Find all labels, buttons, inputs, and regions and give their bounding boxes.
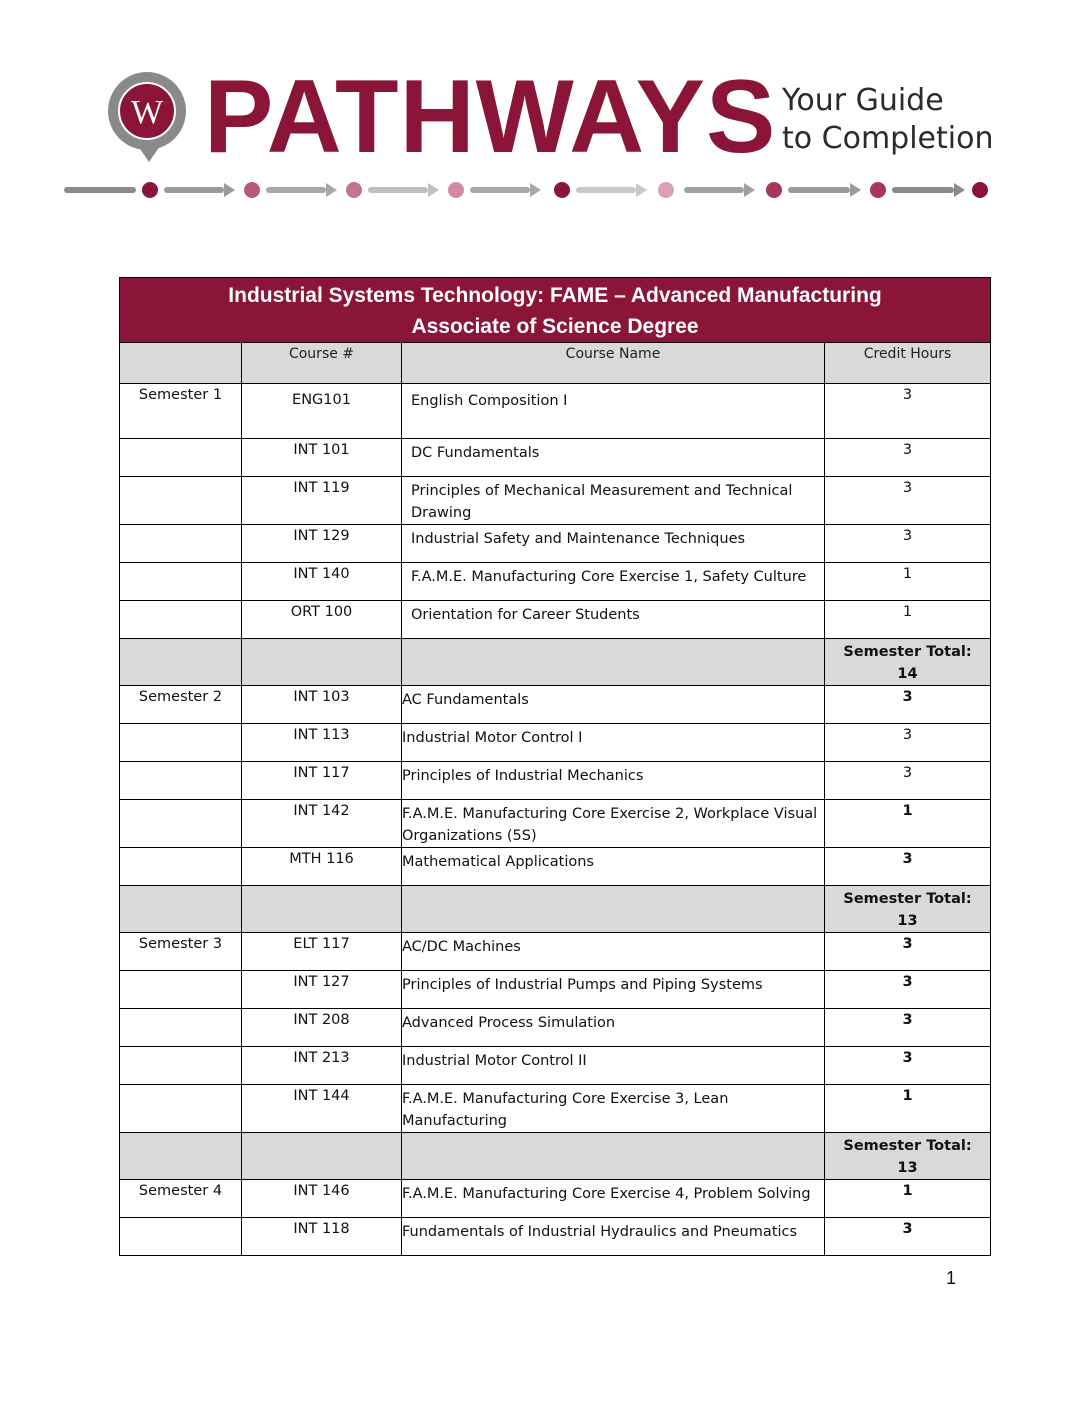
course-code: INT 142 <box>242 800 402 848</box>
track-dot <box>554 182 570 198</box>
course-code: INT 144 <box>242 1085 402 1133</box>
credit-hours: 3 <box>825 1047 991 1085</box>
track-segment <box>164 187 224 193</box>
semester-total-label: Semester Total: <box>843 1138 972 1154</box>
credit-hours: 3 <box>825 933 991 971</box>
pin-tail <box>138 146 160 162</box>
credit-hours: 3 <box>825 525 991 563</box>
semester-total-value: 13 <box>897 913 918 929</box>
location-pin-icon <box>108 72 186 150</box>
course-code: ELT 117 <box>242 933 402 971</box>
credit-hours: 3 <box>825 762 991 800</box>
tagline <box>782 82 993 158</box>
course-code: MTH 116 <box>242 848 402 886</box>
track-dot <box>244 182 260 198</box>
course-code: INT 208 <box>242 1009 402 1047</box>
course-name: F.A.M.E. Manufacturing Core Exercise 2, Workplace Visual Organizations (5S) <box>402 800 825 848</box>
table-row <box>120 1085 991 1133</box>
header-credit-hours: Credit Hours <box>825 343 991 384</box>
course-name: Principles of Mechanical Measurement and Technical Drawing <box>402 477 825 525</box>
semester-total <box>825 886 991 933</box>
course-code: INT 146 <box>242 1180 402 1218</box>
arrow-icon <box>636 183 647 197</box>
course-name: Orientation for Career Students <box>402 601 825 639</box>
tagline-line2: to Completion <box>782 121 994 156</box>
semester-label: Semester 3 <box>120 933 242 971</box>
table-row <box>120 439 991 477</box>
arrow-icon <box>744 183 755 197</box>
table-row <box>120 1180 991 1218</box>
track-dot <box>346 182 362 198</box>
semester-label: Semester 2 <box>120 686 242 724</box>
table-row <box>120 800 991 848</box>
course-name: F.A.M.E. Manufacturing Core Exercise 3, Lean Manufacturing <box>402 1085 825 1133</box>
course-code: INT 101 <box>242 439 402 477</box>
table-row <box>120 686 991 724</box>
track-dot <box>972 182 988 198</box>
column-header-row <box>120 343 991 384</box>
track-segment <box>684 187 744 193</box>
table-row <box>120 1047 991 1085</box>
course-name: Industrial Motor Control I <box>402 724 825 762</box>
semester-total-label: Semester Total: <box>843 644 972 660</box>
table-row <box>120 1218 991 1256</box>
semester-total <box>825 1133 991 1180</box>
semester-total-value: 13 <box>897 1160 918 1176</box>
table-row <box>120 601 991 639</box>
course-name: Principles of Industrial Mechanics <box>402 762 825 800</box>
semester-total <box>825 639 991 686</box>
course-name: Industrial Safety and Maintenance Techniques <box>402 525 825 563</box>
table-row <box>120 724 991 762</box>
arrow-icon <box>326 183 337 197</box>
course-code: INT 113 <box>242 724 402 762</box>
header-course-name: Course Name <box>402 343 825 384</box>
credit-hours: 3 <box>825 724 991 762</box>
semester-total-row <box>120 886 991 933</box>
course-code: ORT 100 <box>242 601 402 639</box>
tagline-line1: Your Guide <box>782 83 944 118</box>
table-row <box>120 971 991 1009</box>
track-dot <box>142 182 158 198</box>
table-row <box>120 848 991 886</box>
table-row <box>120 477 991 525</box>
track-dot <box>766 182 782 198</box>
pathway-track <box>60 178 1000 202</box>
credit-hours: 3 <box>825 1218 991 1256</box>
arrow-icon <box>530 183 541 197</box>
track-segment <box>892 187 954 193</box>
course-name: Advanced Process Simulation <box>402 1009 825 1047</box>
header-course-number: Course # <box>242 343 402 384</box>
table-row <box>120 525 991 563</box>
table-row <box>120 933 991 971</box>
semester-total-label: Semester Total: <box>843 891 972 907</box>
course-code: INT 119 <box>242 477 402 525</box>
semester-total-row <box>120 639 991 686</box>
course-name: DC Fundamentals <box>402 439 825 477</box>
course-name: English Composition I <box>402 384 825 439</box>
arrow-icon <box>850 183 861 197</box>
course-name: Fundamentals of Industrial Hydraulics and Pneumatics <box>402 1218 825 1256</box>
arrow-icon <box>954 183 965 197</box>
track-dot <box>870 182 886 198</box>
track-dot <box>658 182 674 198</box>
track-segment <box>266 187 326 193</box>
arrow-icon <box>224 183 235 197</box>
track-segment <box>576 187 636 193</box>
table-row <box>120 1009 991 1047</box>
credit-hours: 3 <box>825 1009 991 1047</box>
credit-hours: 1 <box>825 1085 991 1133</box>
course-name: Industrial Motor Control II <box>402 1047 825 1085</box>
credit-hours: 3 <box>825 439 991 477</box>
semester-label: Semester 1 <box>120 384 242 439</box>
track-segment <box>788 187 850 193</box>
course-name: Mathematical Applications <box>402 848 825 886</box>
course-code: INT 213 <box>242 1047 402 1085</box>
course-name: AC Fundamentals <box>402 686 825 724</box>
course-code: INT 103 <box>242 686 402 724</box>
table-title <box>120 278 991 343</box>
credit-hours: 1 <box>825 601 991 639</box>
table-row <box>120 384 991 439</box>
track-dot <box>448 182 464 198</box>
program-name: Industrial Systems Technology: FAME – Advanced Manufacturing <box>228 284 882 307</box>
course-code: ENG101 <box>242 384 402 439</box>
semester-total-value: 14 <box>897 666 918 682</box>
logo-letter: W <box>130 94 164 131</box>
course-code: INT 129 <box>242 525 402 563</box>
track-segment <box>64 187 136 193</box>
course-code: INT 117 <box>242 762 402 800</box>
table-title-row <box>120 278 991 343</box>
page-number: 1 <box>946 1268 957 1288</box>
table-row <box>120 563 991 601</box>
semester-total-row <box>120 1133 991 1180</box>
pathways-logo <box>60 60 1000 200</box>
credit-hours: 1 <box>825 563 991 601</box>
course-code: INT 118 <box>242 1218 402 1256</box>
arrow-icon <box>428 183 439 197</box>
course-code: INT 140 <box>242 563 402 601</box>
credit-hours: 1 <box>825 1180 991 1218</box>
course-name: F.A.M.E. Manufacturing Core Exercise 4, Problem Solving <box>402 1180 825 1218</box>
credit-hours: 3 <box>825 384 991 439</box>
course-name: AC/DC Machines <box>402 933 825 971</box>
course-name: F.A.M.E. Manufacturing Core Exercise 1, Safety Culture <box>402 563 825 601</box>
table-row <box>120 762 991 800</box>
brand-name: PATHWAYS <box>204 59 777 175</box>
semester-label: Semester 4 <box>120 1180 242 1218</box>
credit-hours: 3 <box>825 686 991 724</box>
track-segment <box>470 187 530 193</box>
degree-name: Associate of Science Degree <box>411 315 699 338</box>
track-segment <box>368 187 428 193</box>
credit-hours: 1 <box>825 800 991 848</box>
degree-plan-table <box>119 277 991 1256</box>
credit-hours: 3 <box>825 477 991 525</box>
header-semester <box>120 343 242 384</box>
credit-hours: 3 <box>825 971 991 1009</box>
course-code: INT 127 <box>242 971 402 1009</box>
course-name: Principles of Industrial Pumps and Piping Systems <box>402 971 825 1009</box>
credit-hours: 3 <box>825 848 991 886</box>
